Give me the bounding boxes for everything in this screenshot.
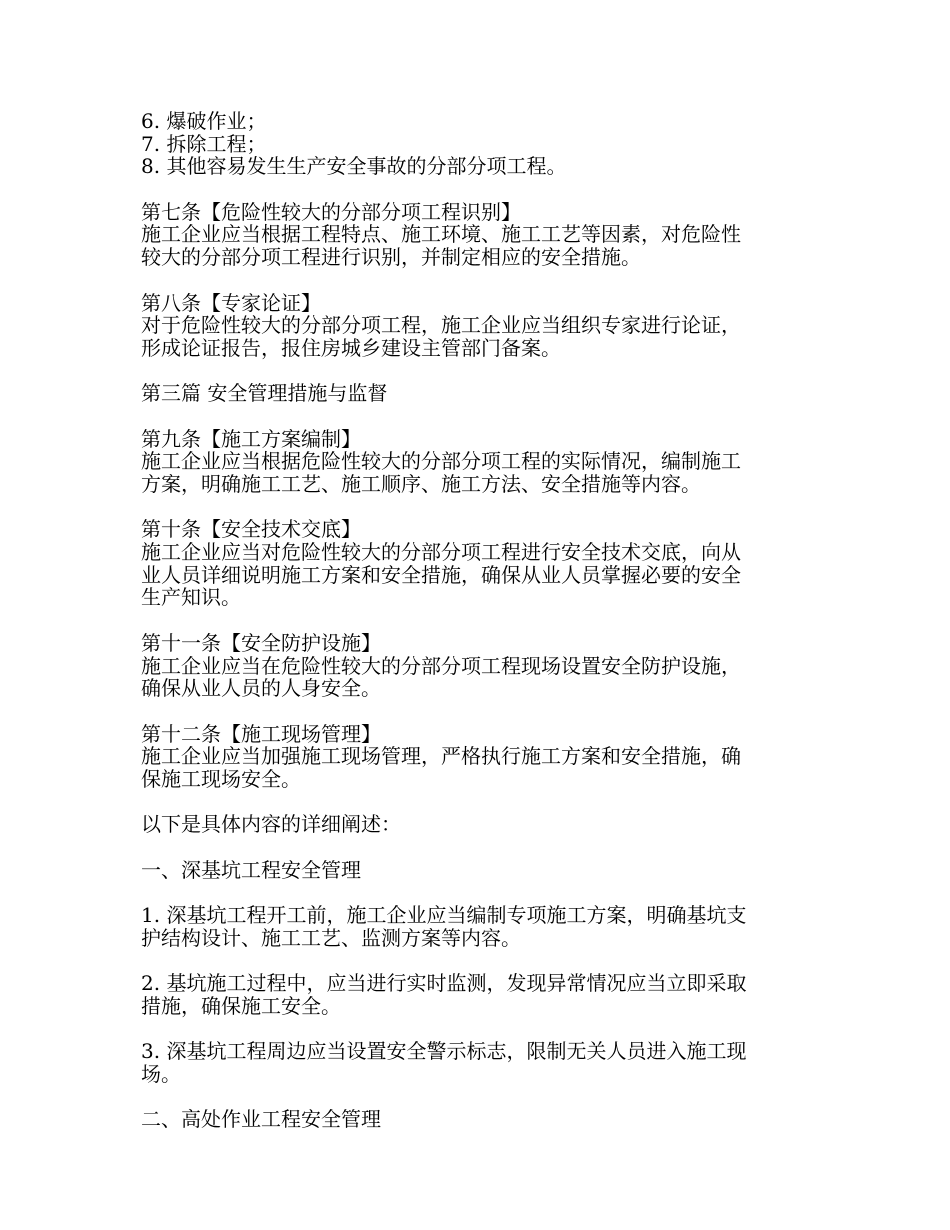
blank-line <box>141 949 813 972</box>
part-heading: 第三篇 安全管理措施与监督 <box>141 381 388 406</box>
blank-line <box>141 881 813 904</box>
text-line: 措施，确保施工安全。 <box>141 993 341 1018</box>
blank-line <box>141 609 813 632</box>
blank-line <box>141 405 813 428</box>
text-line: 较大的分部分项工程进行识别，并制定相应的安全措施。 <box>141 245 641 270</box>
text-line: 6. 爆破作业； <box>141 109 267 133</box>
text-line: 对于危险性较大的分部分项工程，施工企业应当组织专家进行论证， <box>141 313 741 338</box>
blank-line <box>141 700 813 723</box>
text-line: 7. 拆除工程； <box>141 131 267 156</box>
blank-line <box>141 360 813 383</box>
article-heading: 第七条【危险性较大的分部分项工程识别】 <box>141 199 521 224</box>
text-line: 施工企业应当根据危险性较大的分部分项工程的实际情况，编制施工 <box>141 449 741 474</box>
text-line: 施工企业应当对危险性较大的分部分项工程进行安全技术交底，向从 <box>141 540 741 565</box>
text-line: 保施工现场安全。 <box>141 766 301 791</box>
text-line: 以下是具体内容的详细阐述： <box>141 812 401 837</box>
text-line: 护结构设计、施工工艺、监测方案等内容。 <box>141 925 521 950</box>
article-heading: 第八条【专家论证】 <box>141 290 321 315</box>
text-line: 施工企业应当加强施工现场管理，严格执行施工方案和安全措施，确 <box>141 744 741 769</box>
text-line: 场。 <box>141 1061 181 1086</box>
blank-line <box>141 1086 813 1109</box>
blank-line <box>141 178 813 201</box>
text-line: 方案，明确施工工艺、施工顺序、施工方法、安全措施等内容。 <box>141 472 701 496</box>
text-line: 3. 深基坑工程周边应当设置安全警示标志，限制无关人员进入施工现 <box>141 1039 747 1064</box>
blank-line <box>141 791 813 814</box>
section-heading: 一、深基坑工程安全管理 <box>141 857 361 882</box>
text-line: 施工企业应当在危险性较大的分部分项工程现场设置安全防护设施， <box>141 653 741 678</box>
text-line: 施工企业应当根据工程特点、施工环境、施工工艺等因素，对危险性 <box>141 222 741 247</box>
article-heading: 第九条【施工方案编制】 <box>141 426 361 451</box>
article-heading: 第十二条【施工现场管理】 <box>141 721 381 746</box>
text-line: 业人员详细说明施工方案和安全措施，确保从业人员掌握必要的安全 <box>141 562 741 587</box>
article-heading: 第十一条【安全防护设施】 <box>141 630 381 655</box>
text-line: 8. 其他容易发生生产安全事故的分部分项工程。 <box>141 154 567 179</box>
text-line: 确保从业人员的人身安全。 <box>141 676 381 701</box>
blank-line <box>141 836 813 859</box>
blank-line <box>141 496 813 519</box>
text-line: 形成论证报告，报住房城乡建设主管部门备案。 <box>141 335 561 360</box>
text-line: 生产知识。 <box>141 585 241 610</box>
section-heading: 二、高处作业工程安全管理 <box>141 1107 381 1132</box>
blank-line <box>141 269 813 292</box>
article-heading: 第十条【安全技术交底】 <box>141 517 361 542</box>
text-line: 1. 深基坑工程开工前，施工企业应当编制专项施工方案，明确基坑支 <box>141 903 747 928</box>
blank-line <box>141 1018 813 1041</box>
text-line: 2. 基坑施工过程中，应当进行实时监测，发现异常情况应当立即采取 <box>141 971 747 996</box>
document-page <box>141 110 813 1131</box>
